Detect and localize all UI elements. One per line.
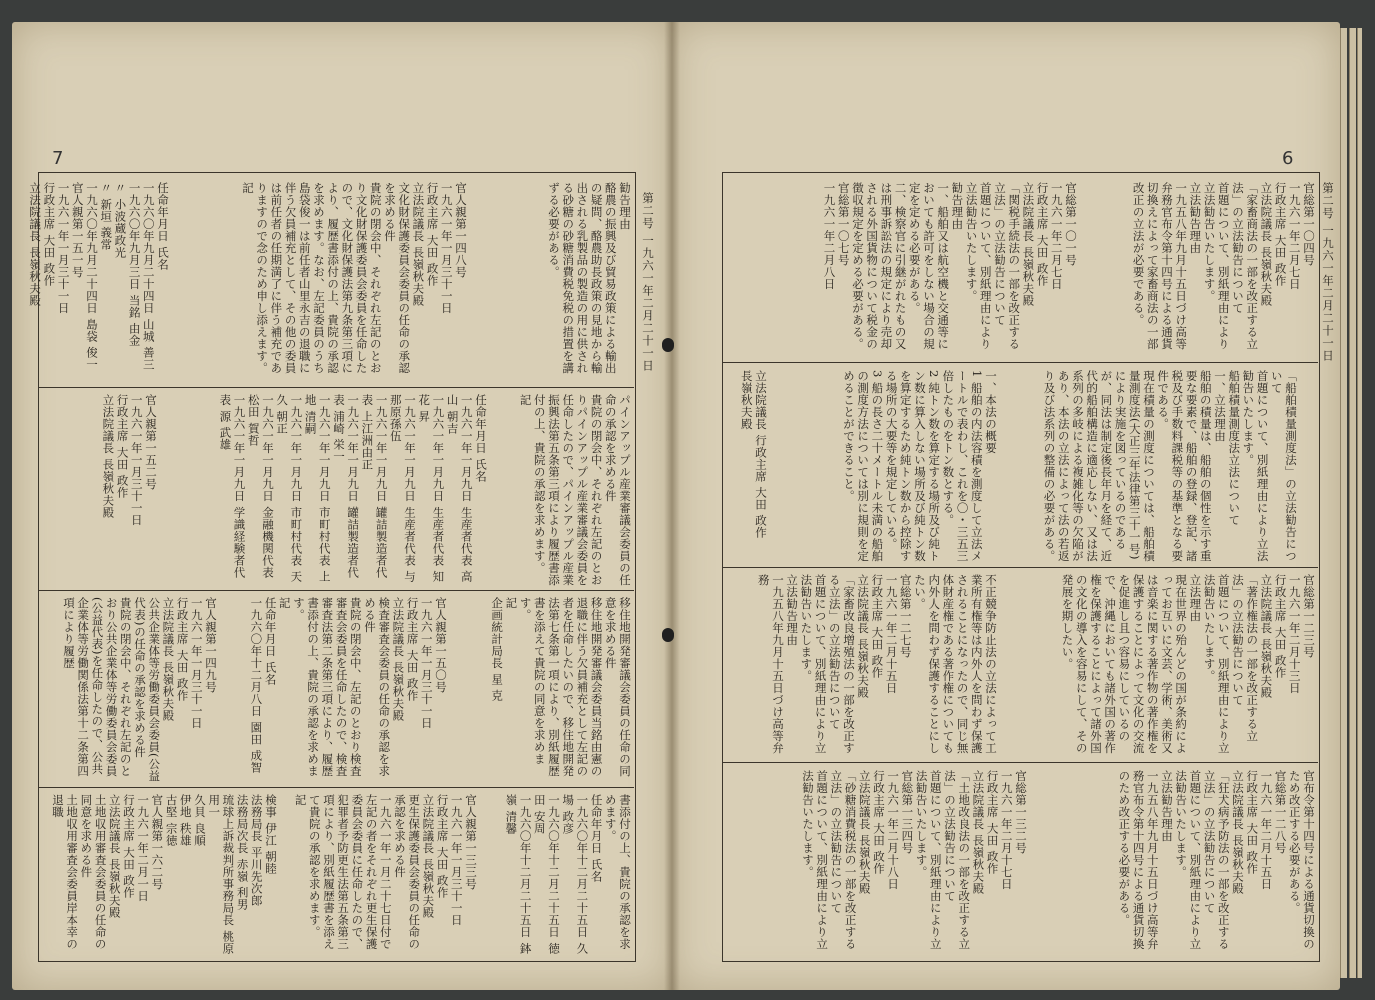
text-block: 官総第一二三号 一九六一年二月十三日 行政主席 大田 政作 立法院議長 長嶺秋夫殿 「著作権法の一部を改正する立法」の立法勧告について 首題について、別紙理由により立法勧告いたします。 立法理由 現在世界の殆んどの国が条約によってお互いに文芸、学術、美術又は音楽に関する著作物の著作権を保護することによって文化の交流を促進し且つ容易にしているので、沖縄においても諸外国の著作権を保護することによって諸外国の文化の導入を容易にして、その発展を期したい。 bbox=[1060, 574, 1316, 754]
text-block: 官総第一〇四号 一九六一年二月七日 行政主席 大田 政作 立法院議長 長嶺秋夫殿 「家畜商法の一部を改正する立法」の立法勧告について 首題について、別紙理由により立法勧告いたします。 立法勧告理由 一九五八年九月十五日づけ高等弁務官布令第十四号による通貨切換えによって家畜商法の一部改正の立法が必要である。 bbox=[1131, 182, 1316, 350]
divider bbox=[722, 762, 1318, 763]
page-edge bbox=[1357, 28, 1362, 978]
text-block: 官人親第一五〇号 一九六一年一月三十一日 行政主席 大田 政作 立法院議長 長嶺秋夫殿 検査審査会委員の任命の承認を求める件 貴院の閉会中、左記のとおり検査審査会委員を任命したので、検査審査法第二条第三項により、履歴書添付の上、貴院の承認を求めます。 記 任命年月日 氏名 一九六〇年十二月八日 園田 成智 bbox=[249, 597, 448, 777]
text-block: 任命年月日 氏名 一九六〇年九月二十四日 山城 善三 一九六〇年九月三日 当銘 由金 〃 小波蔵政光 〃 新垣 義常 一九六〇年九月二十四日 島袋 俊一 官人親第一五一号 一九六一年一月三十一日 行政主席 大田 政作 立法院議長 長嶺秋夫殿 bbox=[28, 182, 170, 371]
page-number: 7 bbox=[52, 148, 64, 169]
text-block: パインアップル産業審議会委員の任命の承認を求める件 貴院の閉会中、それぞれ左記のとおりパインアップル産業審議会委員を任命したので、パインアップル産業振興法第五条第三項により履歴書添付の上、貴院の承認を求めます。 記 bbox=[518, 394, 632, 586]
page-edge bbox=[1340, 28, 1347, 978]
divider bbox=[722, 567, 1318, 568]
text-block: 「船舶積量測度法」の立法勧告について 首題について、別紙理由により立法勧告いたします。 船舶積量測度法立法について 一、立法理由 船舶の積量は、船舶の個性を示す重要な要素で、船舶の登録、登記、諸税及び手数料課税等の基準となる要件である。 現在積量の測度については、船舶積量測度法(大正三年法律第三十一号)により実施を図っているのであるが、同法は制定後長年月を経て、近代的船舶構造に適応しない、又は法系列の多岐による複雑化等の欠陥があり、本法の立法によって法の若返り及び法系列の整備の必要がある。 bbox=[1042, 370, 1298, 562]
divider bbox=[38, 787, 634, 788]
text-block: 不正競争防止法の立法によって工業所有権等は内外人を問わず保護されることになったので、同じ無体財産権である著作権についても内外人を問わず保護することにしたい。 官総第一二七号 一九六一年二月十五日 行政主席 大田 政作 立法院議長 長嶺秋夫殿 「家畜改良増殖法の一部を改正する立法」の立法勧告について 首題について、別紙理由により立法勧告いたします。 立法勧告理由 一九五八年九月十五日づけ高等弁務 bbox=[756, 574, 998, 754]
text-block: 検事 伊江 朝睦 法務局長 平川先次郎 法務局次長 赤嶺 利男 琉球上訴裁判所事務局長 桃原 用一 久貝 良順 伊地 秩雄 古堅 宗徳 官人親第一六二号 一九六一年二月一日 行政主席 大田 政作 立法院議長 長嶺秋夫殿 土地収用審査会委員の任命の同意を求める件 土地収用審査会委員岸本幸の退職 bbox=[50, 794, 278, 955]
divider bbox=[38, 590, 634, 591]
book-gutter bbox=[664, 22, 680, 990]
running-header: 第二号 一九六一年二月二十一日 bbox=[641, 192, 655, 372]
text-block: 官布令第十四号による通貨切換のため改正する必要がある。 官総第一二八号 一九六一年二月十五日 行政主席 大田 政作 立法院議長 長嶺秋夫殿 「狂犬病予防法の一部を改正する立法」の立法勧告について 首題について、別紙理由により立法勧告いたします。 立法勧告理由 一九五八年九月十五日づけ高等弁務官布令第十四号による通貨切換のため改正する必要がある。 bbox=[1117, 770, 1316, 950]
page-edge bbox=[1349, 28, 1356, 978]
text-block: 官総第一三二号 一九六一年二月十七日 行政主席 大田 政作 立法院議長 長嶺秋夫殿 「土地改良法の一部を改正する立法」の立法勧告について 首題について、別紙理由により立法勧告いたします。 官総第一三四号 一九六一年二月十八日 行政主席 大田 政作 立法院議長 長嶺秋夫殿 「砂糖消費税法の一部を改正する立法」の立法勧告について 首題について、別紙理由により立法勧告いたします。 bbox=[800, 770, 1028, 950]
divider bbox=[38, 387, 634, 388]
text-block: 官人親第一四八号 一九六一年一月三十一日 行政主席 大田 政作 立法院議長 長嶺秋夫殿 文化財保護委員会委員の任命の承認を求める件 貴院の閉会中、それぞれ左記のとおり文化財保護委員会委員を任命したので、文化財保護法第九条第三項により、履歴書添付の上、貴院の承認を求めます。なお、左記委員のうち島袋俊一は前任者山里永吉の退職に伴う欠員補充として、その他の委員は前任者の任期満了に伴う補充でありますので念のため申し添えます。 記 bbox=[240, 182, 468, 374]
text-block: 立法院議長 行政主席 大田 政作 長嶺秋夫殿 bbox=[739, 370, 768, 539]
text-block: 官人親第一五二号 一九六一年一月三十一日 行政主席 大田 政作 立法院議長 長嶺秋夫殿 bbox=[101, 394, 158, 526]
text-block: 任命年月日 氏名 一九六一年一月九日 生産者代表 高山 朝吉 一九六一年一月九日 生産者代表 知花 昇 一九六一年一月九日 生産者代表 与那原孫伍 一九六一年一月九日 罐詰製造者代表 上江洲由正 一九六一年一月九日 罐詰製造者代表 浦崎 栄一 一九六一年一月九日 市町村代表 上地 清嗣 一九六一年一月九日 市町村代表 天久 朝正 一九六一年一月九日 金融機関代表 松田 賀哲 一九六一年一月九日 学識経験者代表 源 武雄 bbox=[218, 394, 488, 583]
binding-hole bbox=[662, 628, 674, 642]
running-header: 第二号 一九六一年二月二十一日 bbox=[1321, 182, 1335, 362]
text-block: 一、本法の概要 1 船舶の内法容積を測度して立法メートルで表わし、これを〇・三五三倍したものをトン数とする。 2 純トン数を算定する場所及び純トン数に算入しない場所及び純トン数を算定するため純トン数から控除する場所の大要等を規定している。 3 船の長さ二十メートル未満の船舶の測度方法については別に規則を定めることができること。 bbox=[841, 370, 998, 562]
left-page bbox=[12, 22, 672, 990]
text-block: 官総第一〇一号 一九六一年二月七日 行政主席 大田 政作 立法院議長 長嶺秋夫殿 「関税手続法の一部を改正する立法」の立法勧告について 首題について、別紙理由により立法勧告いたします。 勧告理由 一、船舶又は航空機と交通等においても許可をしない場合の規定を定める必要がある。 二、検察官に引継がれたもの又は刑事訴訟法の規定により売却される外国貨物について税金の徴収規定を定める必要がある。 官総第一〇七号 一九六一年二月八日 bbox=[822, 182, 1078, 350]
text-block: 書添付の上、貴院の承認を求めます。 任命年月日 氏名 一九六〇年十二月二十五日 久場 政彦 一九六〇年十二月二十五日 徳田 安周 一九六〇年十二月二十五日 鉢嶺 清馨 bbox=[504, 794, 632, 955]
page-number: 6 bbox=[1282, 148, 1294, 169]
text-block: 官人親第一三三号 一九六一年一月三十一日 行政主席 大田 政作 立法院議長 長嶺秋夫殿 更生保護委員会委員の任命の承認を求める件 一九六一年一月二十七日付で左記の者をそれぞれ更生保護委員会委員に任命したので、犯罪者予防更生法第五条第三項により、別紙履歴書を添えて貴院の承認を求めます。 記 bbox=[293, 794, 478, 950]
right-page bbox=[672, 22, 1340, 990]
text-block: 官人親第一四九号 一九六一年一月三十一日 行政主席 大田 政作 立法院議長 長嶺秋夫殿 公共企業体等労働委員会委員(公益代表)の任命の承認を求める件 貴院の閉会中、それぞれ左記のとおり公共企業体等労働委員会委員(公益代表)を任命したので、公共企業体等労働関係法第十二条第四項により履歴 bbox=[61, 597, 218, 782]
divider bbox=[722, 362, 1318, 363]
text-block: 勧告理由 酪農の振興及び貿易政策による輸出の疑問、酪農助長政策の見地から輸出される乳製品の製造の用に供される砂糖の砂糖消費税免税の措置を講ずる必要がある。 bbox=[546, 182, 632, 374]
text-block: 移住地開発審議会委員の任命の同意を求める件 移住地開発審議会委員当銘由憲の退職に伴う欠員補充として左記の者を任命したいので、移住地開発法第七条第一項により、別紙履歴書を添えて貴院の同意を求めます。 記 企画統計局長 星 克 bbox=[490, 597, 632, 777]
binding-hole bbox=[662, 338, 674, 352]
